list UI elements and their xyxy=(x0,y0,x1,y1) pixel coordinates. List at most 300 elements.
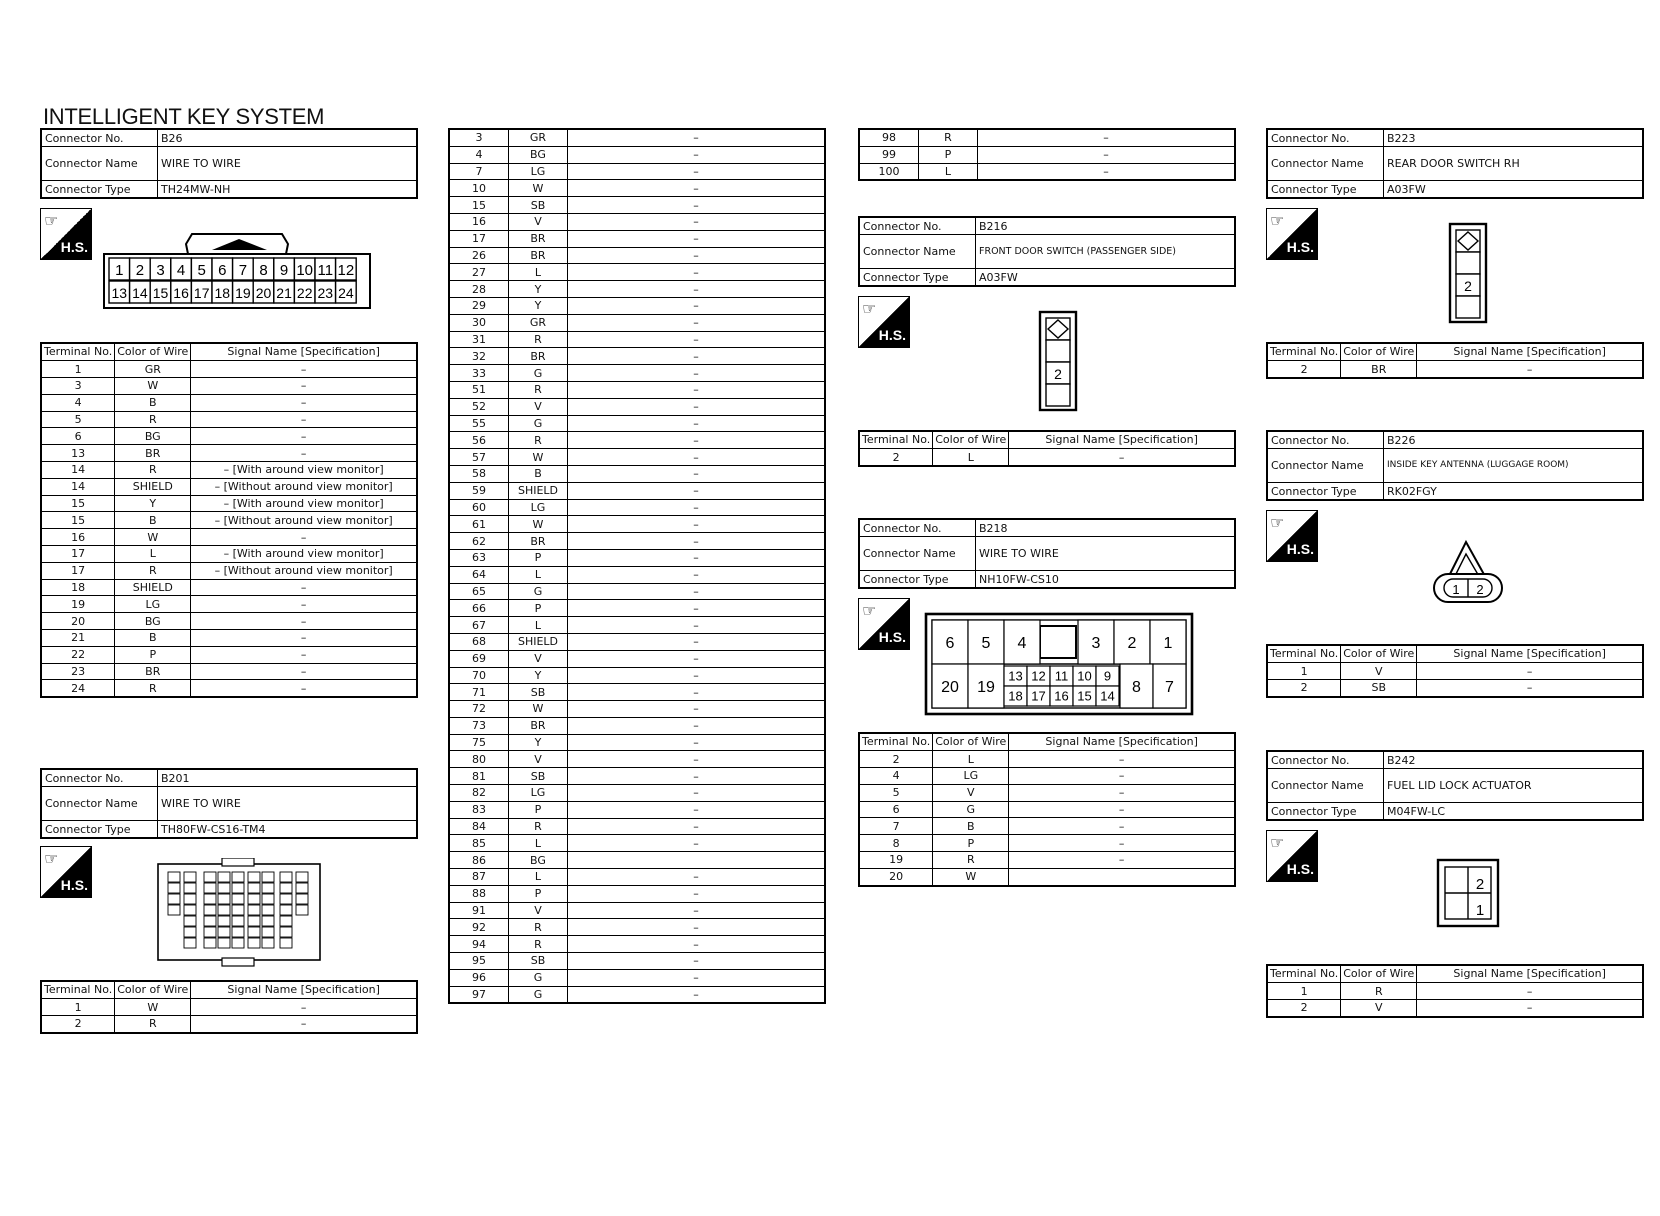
pin-row xyxy=(1267,1000,1643,1017)
pin-row xyxy=(449,953,825,970)
connector-no-label: Connector No. xyxy=(1267,751,1384,769)
signal-name-cell: – xyxy=(568,734,826,751)
pin-label: 3 xyxy=(156,262,165,279)
connector-name-label: Connector Name xyxy=(41,147,158,181)
terminal-no-cell: 75 xyxy=(449,734,509,751)
connector-type-value: A03FW xyxy=(976,269,1236,287)
pin-row xyxy=(449,768,825,785)
pin-label: 17 xyxy=(193,285,210,301)
pin-label: 5 xyxy=(981,634,991,652)
pin-row xyxy=(449,163,825,180)
signal-name-cell: – xyxy=(568,247,826,264)
signal-name-cell: – xyxy=(568,465,826,482)
pin-row xyxy=(41,663,417,680)
wire-color-cell: BR xyxy=(115,663,191,680)
pin-cell xyxy=(204,938,216,948)
signal-name-cell: – xyxy=(568,213,826,230)
wire-color-cell: SB xyxy=(509,684,568,701)
wire-color-cell: G xyxy=(509,365,568,382)
terminal-no-cell: 5 xyxy=(41,411,115,428)
terminal-no-cell: 20 xyxy=(41,613,115,630)
pin-row xyxy=(449,348,825,365)
pin-row xyxy=(449,365,825,382)
pin-row xyxy=(41,445,417,462)
wire-color-cell: BR xyxy=(509,230,568,247)
terminal-no-cell: 24 xyxy=(41,680,115,697)
pin-row xyxy=(449,600,825,617)
wire-color-cell: V xyxy=(1341,1000,1417,1017)
pin-cell xyxy=(280,905,292,915)
pin-label: 21 xyxy=(276,285,292,301)
signal-name-cell: – xyxy=(191,445,417,462)
connector-type-label: Connector Type xyxy=(41,181,158,199)
harness-side-icon xyxy=(1266,208,1318,260)
pin-cell xyxy=(280,927,292,937)
pin-row xyxy=(449,617,825,634)
pin-row xyxy=(449,549,825,566)
connector-name-value: WIRE TO WIRE xyxy=(976,537,1236,571)
pin-cell xyxy=(184,905,196,915)
pin-label: 1 xyxy=(115,262,124,279)
terminal-no-cell: 29 xyxy=(449,297,509,314)
signal-name-cell: – xyxy=(1009,768,1235,785)
pin-row xyxy=(859,163,1235,180)
wire-color-cell: W xyxy=(115,529,191,546)
wire-color-cell: G xyxy=(933,801,1009,818)
terminal-no-cell: 86 xyxy=(449,852,509,869)
wire-color-cell: BR xyxy=(509,717,568,734)
pin-cell xyxy=(184,927,196,937)
harness-side-icon xyxy=(858,598,910,650)
signal-name-cell: – xyxy=(1009,449,1235,466)
wire-color-cell: R xyxy=(115,411,191,428)
pin-row xyxy=(1267,361,1643,378)
connector-name-value: REAR DOOR SWITCH RH xyxy=(1384,147,1644,181)
terminal-no-cell: 17 xyxy=(449,230,509,247)
pin-row xyxy=(449,230,825,247)
connector-b226 xyxy=(1266,430,1644,501)
pin-row xyxy=(449,633,825,650)
connector-name-label: Connector Name xyxy=(859,235,976,269)
harness-side-icon xyxy=(1266,510,1318,562)
pin-row xyxy=(449,264,825,281)
wire-color-cell: BG xyxy=(509,146,568,163)
pin-row xyxy=(449,533,825,550)
terminal-no-cell: 20 xyxy=(859,868,933,885)
pin-row xyxy=(449,247,825,264)
signal-name-cell: – [Without around view monitor] xyxy=(191,512,417,529)
pin-row xyxy=(859,852,1235,869)
pin-row xyxy=(449,852,825,869)
pin-cell xyxy=(168,872,180,882)
terminal-no-cell: 72 xyxy=(449,701,509,718)
pin-row xyxy=(859,146,1235,163)
signal-name-cell: – xyxy=(568,902,826,919)
signal-name-cell: – xyxy=(568,264,826,281)
terminal-no-cell: 80 xyxy=(449,751,509,768)
connector-info-table xyxy=(40,128,418,199)
pin-label: 19 xyxy=(235,285,251,301)
wire-color-cell: V xyxy=(933,784,1009,801)
wire-color-cell: V xyxy=(509,213,568,230)
pin-cell xyxy=(204,916,216,926)
terminal-no-cell: 28 xyxy=(449,281,509,298)
signal-name-cell: – [With around view monitor] xyxy=(191,546,417,563)
terminal-no-cell: 60 xyxy=(449,499,509,516)
connector-info-table xyxy=(1266,750,1644,821)
pin-table-b201-continued xyxy=(448,128,826,1004)
wire-color-cell: V xyxy=(1341,663,1417,680)
pin-cell xyxy=(218,872,230,882)
pin-cell xyxy=(204,905,216,915)
connector-name-value: FUEL LID LOCK ACTUATOR xyxy=(1384,769,1644,803)
connector-face-b223 xyxy=(1448,222,1490,326)
wire-color-cell: P xyxy=(509,801,568,818)
signal-name-cell: – xyxy=(191,361,417,378)
terminal-no-cell: 18 xyxy=(41,579,115,596)
pin-label: 10 xyxy=(1077,668,1092,684)
signal-name-cell: – xyxy=(568,381,826,398)
pin-row xyxy=(41,613,417,630)
signal-name-cell: – xyxy=(568,835,826,852)
wire-color-cell: P xyxy=(509,885,568,902)
connector-type-label: Connector Type xyxy=(1267,803,1384,821)
wire-color-cell: B xyxy=(115,394,191,411)
connector-no-value: B216 xyxy=(976,217,1236,235)
pin-cell xyxy=(248,872,260,882)
terminal-no-cell: 81 xyxy=(449,768,509,785)
pin-row xyxy=(41,478,417,495)
signal-name-cell: – xyxy=(978,129,1236,146)
signal-name-cell: – xyxy=(568,281,826,298)
signal-name-cell: – xyxy=(568,415,826,432)
pin-row xyxy=(449,751,825,768)
terminal-no-cell: 4 xyxy=(859,768,933,785)
terminal-no-cell: 73 xyxy=(449,717,509,734)
connector-type-label: Connector Type xyxy=(1267,181,1384,199)
pin-cell xyxy=(232,916,244,926)
pin-cell xyxy=(232,883,244,893)
signal-name-cell xyxy=(568,852,826,869)
wire-color-cell: R xyxy=(115,462,191,479)
signal-name-cell: – xyxy=(568,583,826,600)
pin-label: 11 xyxy=(317,262,334,279)
pin-label: 7 xyxy=(238,262,248,279)
connector-no-value: B226 xyxy=(1384,431,1644,449)
pin-label: 15 xyxy=(1077,688,1092,704)
terminal-no-cell: 58 xyxy=(449,465,509,482)
wire-color-cell: L xyxy=(509,835,568,852)
hs-badge-label: H.S. xyxy=(1286,861,1314,877)
wire-color-cell: R xyxy=(509,381,568,398)
wire-color-cell: LG xyxy=(115,596,191,613)
pin-row xyxy=(41,562,417,579)
pin-row xyxy=(859,784,1235,801)
signal-name-cell: – [With around view monitor] xyxy=(191,462,417,479)
hs-badge-label: H.S. xyxy=(878,327,906,343)
connector-type-value: RK02FGY xyxy=(1384,483,1644,501)
signal-name-cell: – xyxy=(191,529,417,546)
pin-table-b226 xyxy=(1266,644,1644,698)
pin-label: 8 xyxy=(259,262,268,279)
connector-b216 xyxy=(858,216,1236,287)
pin-row xyxy=(449,801,825,818)
signal-name-header: Signal Name [Specification] xyxy=(191,981,417,999)
terminal-no-cell: 27 xyxy=(449,264,509,281)
connector-face-b26 xyxy=(102,232,372,312)
terminal-no-cell: 23 xyxy=(41,663,115,680)
signal-name-cell: – xyxy=(568,667,826,684)
pin-label: 1 xyxy=(1452,582,1460,597)
signal-name-cell: – xyxy=(191,680,417,697)
terminal-no-cell: 1 xyxy=(41,361,115,378)
hand-icon: ☞ xyxy=(862,601,877,620)
wire-color-cell: W xyxy=(933,868,1009,885)
signal-name-cell: – xyxy=(191,378,417,395)
signal-name-cell: – xyxy=(568,684,826,701)
pin-cell xyxy=(296,894,308,904)
connector-info-table xyxy=(858,216,1236,287)
connector-no-label: Connector No. xyxy=(41,769,158,787)
color-of-wire-header: Color of Wire xyxy=(933,431,1009,449)
pin-cell xyxy=(168,894,180,904)
connector-face-b216 xyxy=(1038,310,1080,414)
wire-color-cell: R xyxy=(509,818,568,835)
pin-cell xyxy=(232,938,244,948)
connector-type-label: Connector Type xyxy=(1267,483,1384,501)
terminal-no-cell: 3 xyxy=(449,129,509,146)
terminal-no-cell: 95 xyxy=(449,953,509,970)
connector-name-label: Connector Name xyxy=(1267,449,1384,483)
pin-table-b218 xyxy=(858,732,1236,887)
terminal-no-cell: 4 xyxy=(449,146,509,163)
terminal-no-cell: 69 xyxy=(449,650,509,667)
wire-color-cell: P xyxy=(933,835,1009,852)
pin-label: 16 xyxy=(1054,688,1069,704)
pin-cell xyxy=(248,938,260,948)
signal-name-cell: – xyxy=(1009,852,1235,869)
pin-row xyxy=(41,462,417,479)
terminal-no-header: Terminal No. xyxy=(41,981,115,999)
signal-name-cell xyxy=(1009,868,1235,885)
terminal-no-cell: 64 xyxy=(449,566,509,583)
pin-cell xyxy=(262,872,274,882)
pin-row xyxy=(41,394,417,411)
wire-color-cell: Y xyxy=(509,281,568,298)
connector-type-value: NH10FW-CS10 xyxy=(976,571,1236,589)
connector-face-b226 xyxy=(1428,536,1508,606)
pin-cell xyxy=(248,894,260,904)
pin-cell xyxy=(248,883,260,893)
pin-cell xyxy=(184,872,196,882)
pin-cell xyxy=(280,894,292,904)
wire-color-cell: BG xyxy=(115,613,191,630)
pin-row xyxy=(859,129,1235,146)
hs-badge-label: H.S. xyxy=(1286,541,1314,557)
pin-cell xyxy=(296,905,308,915)
signal-name-cell: – xyxy=(1009,835,1235,852)
pin-row xyxy=(449,482,825,499)
signal-name-cell: – xyxy=(568,818,826,835)
pin-label: 2 xyxy=(1127,634,1137,652)
harness-side-icon xyxy=(40,846,92,898)
signal-name-cell: – xyxy=(568,516,826,533)
hand-icon: ☞ xyxy=(862,299,877,318)
pin-label: 19 xyxy=(977,678,995,696)
pin-label: 3 xyxy=(1091,634,1101,652)
signal-name-cell: – xyxy=(568,717,826,734)
pin-cell xyxy=(168,905,180,915)
signal-name-cell: – [With around view monitor] xyxy=(191,495,417,512)
wire-color-cell: V xyxy=(509,902,568,919)
signal-name-cell: – xyxy=(191,646,417,663)
wire-color-cell: SHIELD xyxy=(509,633,568,650)
signal-name-cell: – xyxy=(568,701,826,718)
pin-table-b242 xyxy=(1266,964,1644,1018)
terminal-no-header: Terminal No. xyxy=(1267,343,1341,361)
terminal-no-cell: 19 xyxy=(41,596,115,613)
pin-cell xyxy=(184,916,196,926)
pin-row xyxy=(449,180,825,197)
wire-color-cell: P xyxy=(509,600,568,617)
terminal-no-cell: 6 xyxy=(859,801,933,818)
wire-color-cell: P xyxy=(115,646,191,663)
connector-no-value: B242 xyxy=(1384,751,1644,769)
hs-badge-label: H.S. xyxy=(1286,239,1314,255)
harness-side-icon xyxy=(40,208,92,260)
pin-table-b223-wrapper xyxy=(1266,342,1644,379)
column-b xyxy=(448,128,826,1004)
color-of-wire-header: Color of Wire xyxy=(1341,343,1417,361)
signal-name-header: Signal Name [Specification] xyxy=(1009,733,1235,751)
connector-info-table xyxy=(40,768,418,839)
wire-color-cell: Y xyxy=(509,667,568,684)
signal-name-cell: – xyxy=(568,230,826,247)
terminal-no-cell: 96 xyxy=(449,969,509,986)
pin-table-b201-end-wrapper xyxy=(858,128,1236,181)
wire-color-cell: LG xyxy=(509,499,568,516)
pin-row xyxy=(449,398,825,415)
pin-label: 9 xyxy=(1103,668,1112,684)
pin-cell xyxy=(184,938,196,948)
wire-color-cell: P xyxy=(919,146,978,163)
pin-label: 5 xyxy=(197,262,206,279)
wire-color-cell: Y xyxy=(115,495,191,512)
signal-name-cell: – xyxy=(1009,818,1235,835)
pin-cell xyxy=(204,872,216,882)
signal-name-cell: – xyxy=(568,953,826,970)
connector-name-value: FRONT DOOR SWITCH (PASSENGER SIDE) xyxy=(976,235,1236,269)
wire-color-cell: L xyxy=(509,264,568,281)
wire-color-cell: B xyxy=(115,630,191,647)
signal-name-cell: – xyxy=(568,314,826,331)
pin-label: 6 xyxy=(945,634,955,652)
wire-color-cell: SHIELD xyxy=(115,579,191,596)
wire-color-cell: SB xyxy=(509,953,568,970)
terminal-no-cell: 15 xyxy=(449,197,509,214)
connector-type-label: Connector Type xyxy=(859,571,976,589)
pin-label: 17 xyxy=(1031,688,1046,704)
connector-name-value: WIRE TO WIRE xyxy=(158,147,418,181)
pin-row xyxy=(449,314,825,331)
terminal-no-cell: 2 xyxy=(859,751,933,768)
terminal-no-cell: 94 xyxy=(449,936,509,953)
pin-cell xyxy=(262,927,274,937)
pin-row xyxy=(449,129,825,146)
signal-name-cell: – xyxy=(568,919,826,936)
pin-label: 23 xyxy=(317,285,334,301)
connector-face-b218 xyxy=(924,612,1194,716)
pin-cell xyxy=(232,905,244,915)
pin-label: 12 xyxy=(1031,668,1046,684)
connector-b26 xyxy=(40,128,418,199)
wire-color-cell: LG xyxy=(933,768,1009,785)
pin-row xyxy=(449,650,825,667)
terminal-no-header: Terminal No. xyxy=(41,343,115,361)
wire-color-cell: R xyxy=(933,852,1009,869)
pin-label: 20 xyxy=(941,678,959,696)
terminal-no-cell: 82 xyxy=(449,785,509,802)
connector-type-value: TH24MW-NH xyxy=(158,181,418,199)
terminal-no-cell: 85 xyxy=(449,835,509,852)
connector-face-b201 xyxy=(156,858,322,968)
connector-type-value: A03FW xyxy=(1384,181,1644,199)
signal-name-cell: – xyxy=(568,986,826,1003)
hand-icon: ☞ xyxy=(1270,211,1285,230)
wire-color-cell: W xyxy=(509,701,568,718)
signal-name-cell: – xyxy=(191,999,417,1016)
pin-cell xyxy=(280,916,292,926)
pin-row xyxy=(1267,983,1643,1000)
terminal-no-cell: 21 xyxy=(41,630,115,647)
signal-name-cell: – xyxy=(568,869,826,886)
terminal-no-cell: 7 xyxy=(449,163,509,180)
signal-name-cell: – xyxy=(1417,1000,1643,1017)
harness-side-icon xyxy=(858,296,910,348)
pin-row xyxy=(449,885,825,902)
connector-b201 xyxy=(40,768,418,839)
pin-label: 6 xyxy=(218,262,227,279)
wire-color-cell: R xyxy=(115,680,191,697)
connector-no-value: B223 xyxy=(1384,129,1644,147)
pin-row xyxy=(41,1016,417,1033)
signal-name-cell: – xyxy=(568,197,826,214)
terminal-no-cell: 13 xyxy=(41,445,115,462)
connector-no-value: B201 xyxy=(158,769,418,787)
terminal-no-cell: 4 xyxy=(41,394,115,411)
signal-name-cell: – xyxy=(568,936,826,953)
pin-row xyxy=(41,512,417,529)
terminal-no-cell: 1 xyxy=(1267,663,1341,680)
pin-row xyxy=(449,969,825,986)
harness-side-icon xyxy=(1266,830,1318,882)
connector-name-label: Connector Name xyxy=(41,787,158,821)
terminal-no-cell: 62 xyxy=(449,533,509,550)
wire-color-cell: R xyxy=(509,331,568,348)
pin-table-b216-wrapper xyxy=(858,430,1236,467)
color-of-wire-header: Color of Wire xyxy=(115,343,191,361)
pin-row xyxy=(41,646,417,663)
pin-row xyxy=(449,835,825,852)
wire-color-cell: V xyxy=(509,398,568,415)
connector-no-value: B218 xyxy=(976,519,1236,537)
wire-color-cell: BG xyxy=(115,428,191,445)
pin-label: 13 xyxy=(1008,668,1023,684)
pin-label: 1 xyxy=(1475,902,1485,919)
terminal-no-cell: 71 xyxy=(449,684,509,701)
signal-name-cell: – xyxy=(191,411,417,428)
pin-table-b26 xyxy=(40,342,418,698)
